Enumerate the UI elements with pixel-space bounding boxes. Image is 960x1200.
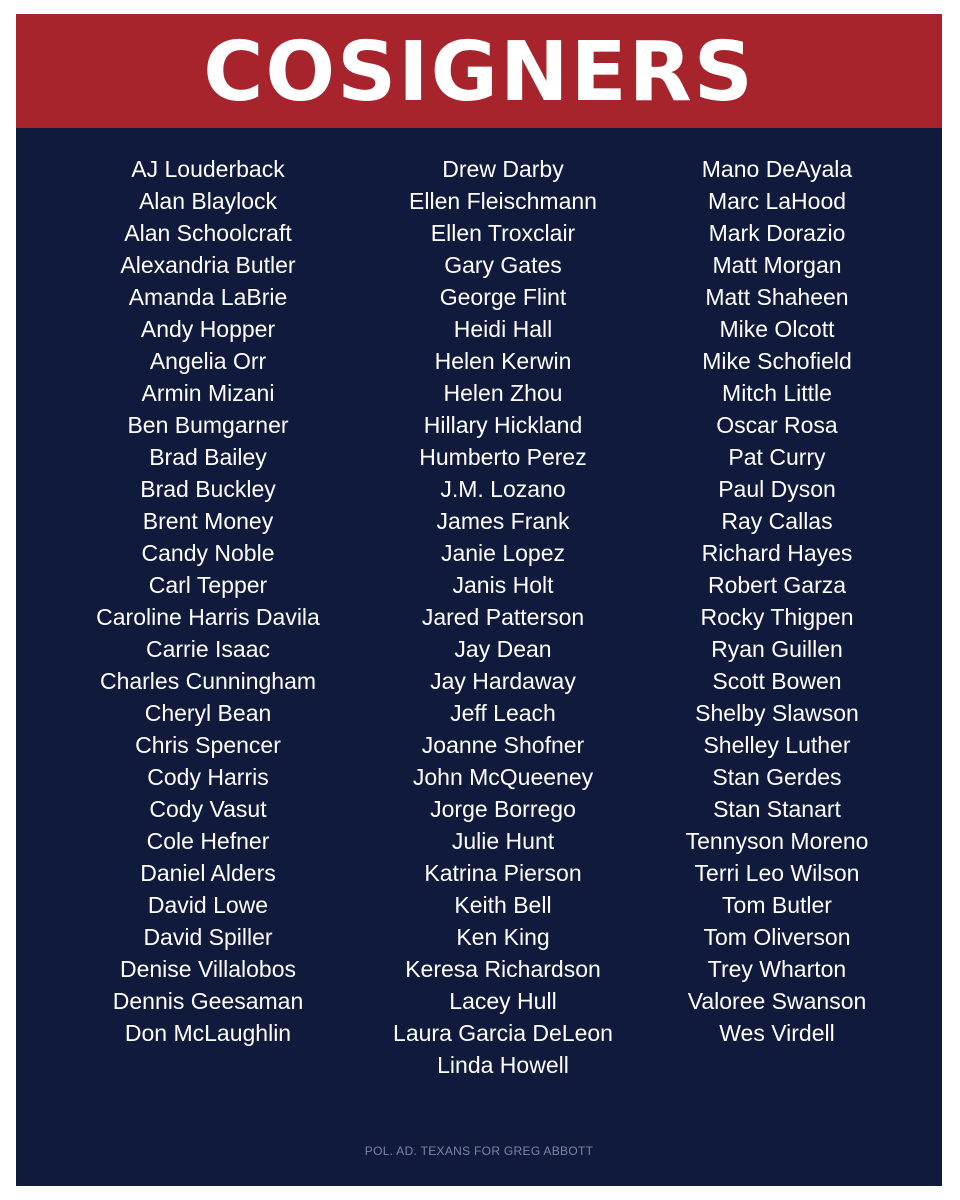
cosigner-name: Julie Hunt [451,828,555,854]
cosigner-name: Richard Hayes [701,540,853,566]
cosigner-name: Ryan Guillen [711,636,843,662]
cosigner-name: Stan Gerdes [712,764,842,790]
cosigner-name: Shelley Luther [703,732,851,758]
cosigner-name: Dennis Geesaman [112,988,304,1014]
cosigner-name: Ellen Troxclair [430,220,576,246]
cosigner-name: Keresa Richardson [405,956,601,982]
cosigner-columns [16,153,942,1113]
cosigner-name: Janie Lopez [440,540,566,566]
cosigner-column-2 [358,153,648,1081]
cosigner-name: Ken King [456,924,550,950]
cosigner-name: Cheryl Bean [144,700,272,726]
cosigner-name: Brad Buckley [140,476,276,502]
cosigner-name: Trey Wharton [707,956,847,982]
cosigner-name: Robert Garza [707,572,847,598]
cosigner-name: Alan Blaylock [138,188,278,214]
cosigner-name: Ray Callas [721,508,833,534]
title-banner [16,14,942,128]
cosigner-name: Linda Howell [437,1052,569,1078]
cosigner-name: Angelia Orr [149,348,267,374]
cosigner-name: Jared Patterson [421,604,585,630]
cosigner-column-3 [632,153,922,1049]
cosigner-name: Jeff Leach [450,700,556,726]
cosigner-name: Armin Mizani [141,380,275,406]
cosigner-name: Brent Money [142,508,274,534]
cosigner-name: Ellen Fleischmann [409,188,597,214]
cosigner-name: Marc LaHood [707,188,847,214]
cosigner-name: Tom Oliverson [703,924,851,950]
cosigner-name: Humberto Perez [419,444,587,470]
cosigner-name: Oscar Rosa [716,412,838,438]
cosigner-name: Jorge Borrego [430,796,576,822]
cosigner-name: Katrina Pierson [424,860,582,886]
cosigner-name: Denise Villalobos [119,956,296,982]
cosigner-name: Stan Stanart [713,796,841,822]
cosigner-name: Janis Holt [452,572,554,598]
cosigner-name: Matt Shaheen [705,284,849,310]
cosigner-name: Matt Morgan [712,252,842,278]
cosigner-name: Carrie Isaac [146,636,270,662]
cosigner-name: Helen Zhou [443,380,563,406]
cosigner-name: John McQueeney [412,764,594,790]
cosigner-name: Terri Leo Wilson [694,860,860,886]
cosigner-name: Pat Curry [728,444,826,470]
cosigner-name: Cody Vasut [149,796,267,822]
cosigner-name: James Frank [436,508,570,534]
cosigner-name: Daniel Alders [140,860,276,886]
cosigner-name: Lacey Hull [449,988,557,1014]
cosigner-name: Ben Bumgarner [127,412,289,438]
cosigner-name: Helen Kerwin [434,348,572,374]
cosigner-name: Gary Gates [444,252,562,278]
cosigner-name: Don McLaughlin [124,1020,292,1046]
cosigner-name: Paul Dyson [718,476,836,502]
cosigner-name: George Flint [439,284,567,310]
cosigner-name: Brad Bailey [149,444,267,470]
cosigner-name: Carl Tepper [148,572,268,598]
cosigner-name: Jay Hardaway [430,668,576,694]
cosigner-name: Rocky Thigpen [700,604,854,630]
cosigner-name: Amanda LaBrie [128,284,288,310]
cosigner-name: Chris Spencer [135,732,281,758]
cosigner-name: Alexandria Butler [120,252,296,278]
cosigner-name: David Spiller [143,924,273,950]
cosigner-name: Valoree Swanson [687,988,867,1014]
cosigner-name: Tom Butler [722,892,832,918]
cosigner-name: Mitch Little [722,380,832,406]
cosigner-name: Mark Dorazio [708,220,846,246]
cosigner-name: Heidi Hall [453,316,553,342]
cosigner-name: Mike Olcott [719,316,835,342]
cosigner-name: Laura Garcia DeLeon [393,1020,613,1046]
cosigner-name: AJ Louderback [131,156,285,182]
cosigner-name: Caroline Harris Davila [96,604,320,630]
cosigner-name: Alan Schoolcraft [124,220,292,246]
cosigner-name: Hillary Hickland [423,412,583,438]
cosigner-name: Andy Hopper [140,316,276,342]
cosigner-name: Joanne Shofner [421,732,585,758]
cosigner-name: David Lowe [147,892,269,918]
cosigner-name: Candy Noble [141,540,275,566]
cosigner-name: Tennyson Moreno [685,828,869,854]
cosigner-name: Charles Cunningham [99,668,317,694]
cosigner-name: Mike Schofield [702,348,852,374]
cosigner-name: Cole Hefner [146,828,270,854]
cosigner-name: Jay Dean [454,636,552,662]
cosigner-name: Cody Harris [147,764,269,790]
cosigner-name: Scott Bowen [712,668,842,694]
page-title: COSIGNERS [203,25,755,120]
cosigner-name: Keith Bell [454,892,552,918]
cosigner-name: Mano DeAyala [701,156,853,182]
cosigners-poster [16,14,942,1186]
cosigner-name: Shelby Slawson [695,700,859,726]
cosigner-column-1 [63,153,353,1049]
cosigner-name: J.M. Lozano [440,476,566,502]
political-ad-disclaimer: POL. AD. TEXANS FOR GREG ABBOTT [364,1144,594,1158]
cosigner-name: Wes Virdell [719,1020,835,1046]
cosigner-name: Drew Darby [442,156,564,182]
